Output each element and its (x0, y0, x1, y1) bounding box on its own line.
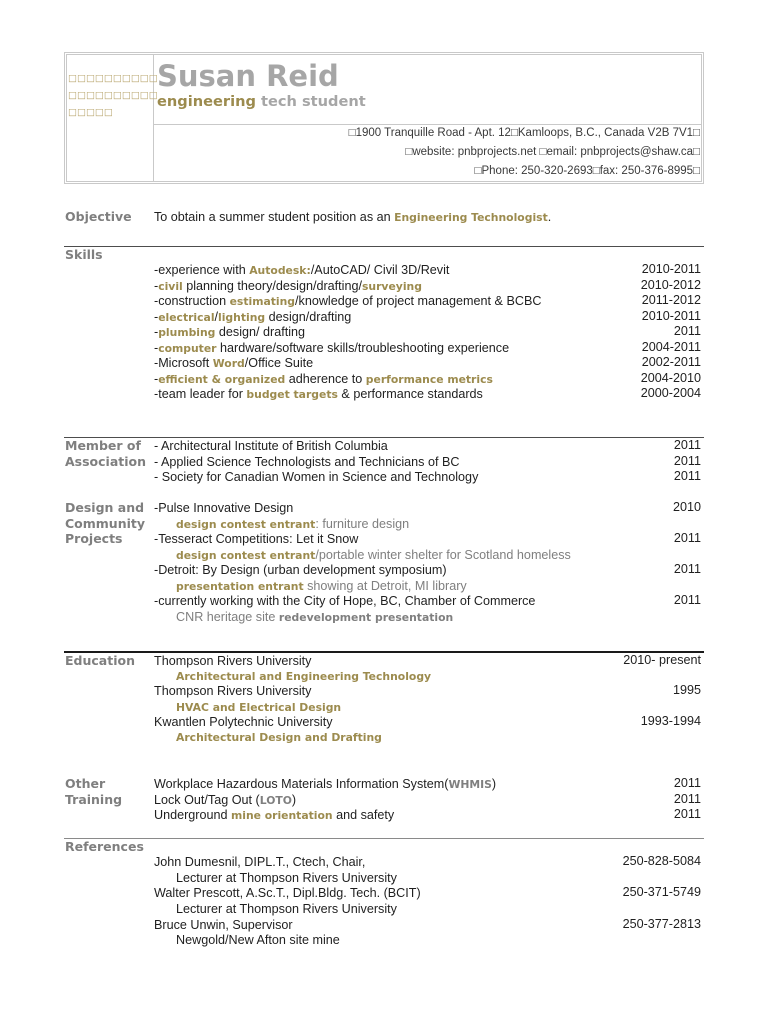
entry-date: 2011 (673, 807, 701, 821)
text-segment: -Detroit: By Design (urban development symposium) (154, 563, 447, 577)
section-label-line: References (65, 839, 144, 854)
text-segment: Workplace Hazardous Materials Information System( (154, 777, 449, 791)
text-segment: Thompson Rivers University (154, 684, 312, 699)
text-segment: /knowledge of project management & BCBC (295, 294, 542, 308)
entry-date: 2010 (672, 500, 701, 514)
contact-address-line: □1900 Tranquille Road - Apt. 12□Kamloops, B.C., Canada V2B 7V1□ (348, 127, 700, 139)
text-segment: Newgold/New Afton site mine (176, 933, 340, 948)
entry-detail-line (154, 870, 701, 886)
entry-date: 2010-2012 (640, 277, 701, 292)
entry-detail-line (154, 901, 701, 917)
highlight-text: estimating (229, 295, 296, 308)
entry-text (154, 355, 313, 371)
entry-date: 2011 (673, 593, 701, 607)
entry-text (154, 293, 541, 309)
section-label-line: Design and (65, 500, 145, 515)
entry-text (154, 278, 422, 294)
section-label (64, 653, 154, 744)
text-segment: CNR heritage site (176, 609, 279, 624)
section-references (64, 838, 704, 948)
entry-date: 2011 (673, 531, 701, 545)
text-segment: Kwantlen Polytechnic University (154, 714, 333, 729)
entry-line (154, 386, 701, 402)
entry-text (154, 262, 449, 278)
entry-line (154, 854, 701, 870)
section-body (154, 776, 704, 823)
text-segment: Thompson Rivers University (154, 654, 312, 668)
entry-text (154, 807, 394, 823)
text-segment: To obtain a summer student position as an (154, 210, 395, 224)
entry-date: 1995 (672, 683, 701, 698)
contact-web-email-line: □website: pnbprojects.net □email: pnbprojects@shaw.ca□ (405, 146, 700, 158)
section-label-line: Education (65, 653, 135, 668)
entry-line (154, 500, 701, 516)
section-body (154, 247, 704, 402)
text-segment: : furniture design (315, 516, 410, 531)
entry-date: 2011 (673, 776, 701, 790)
entry-line (154, 562, 701, 578)
entry-line (154, 593, 701, 609)
entry-text (154, 454, 459, 470)
entry-detail-line (154, 578, 701, 594)
text-segment: & performance standards (337, 387, 483, 401)
entry-line (154, 278, 701, 294)
entry-text (154, 870, 397, 886)
contact-phone-fax-line: □Phone: 250-320-2693□fax: 250-376-8995□ (474, 165, 700, 177)
entry-text (154, 901, 397, 917)
section-label-line: Association (65, 453, 147, 469)
text-segment: ) (291, 792, 297, 807)
entry-detail-line (154, 668, 701, 683)
section-label-line: Other (65, 776, 106, 791)
section-membership (64, 437, 704, 485)
entry-line (154, 531, 701, 547)
text-segment: - (154, 340, 159, 355)
entry-text (154, 340, 509, 356)
entry-line (154, 355, 701, 371)
highlight-text: Engineering Technologist (394, 211, 548, 224)
entry-line (154, 714, 701, 729)
entry-line (154, 293, 701, 309)
highlight-text: design contest entrant (176, 517, 316, 531)
section-label-line: Objective (65, 209, 132, 224)
entry-date: 2011 (673, 438, 701, 452)
entry-text (154, 562, 447, 578)
entry-date: 250-371-5749 (622, 885, 701, 900)
entry-line (154, 917, 701, 933)
entry-date: 2002-2011 (641, 355, 701, 369)
entry-text (154, 854, 365, 870)
text-segment: LOTO (259, 793, 292, 807)
entry-text (154, 714, 333, 729)
text-segment: /Office Suite (244, 356, 314, 370)
text-segment: ) (491, 777, 497, 791)
text-segment: redevelopment presentation (278, 610, 454, 624)
entry-date: 2000-2004 (640, 386, 701, 400)
text-segment: - (154, 309, 159, 324)
entry-text (154, 209, 551, 225)
highlight-text: plumbing (158, 326, 216, 339)
highlight-text: HVAC and Electrical Design (176, 700, 342, 714)
entry-date: 250-828-5084 (622, 854, 701, 868)
entry-text (154, 729, 382, 744)
entry-line (154, 469, 701, 485)
entry-text (154, 500, 293, 516)
text-segment: Lecturer at Thompson Rivers University (176, 870, 397, 885)
section-label (64, 776, 154, 823)
placeholder-glyph-block (68, 70, 158, 121)
text-segment: hardware/software skills/troubleshooting experience (216, 340, 510, 355)
section-label-line: Community (65, 515, 146, 531)
entry-line (154, 885, 701, 901)
text-segment: / (214, 309, 219, 324)
section-label (64, 247, 154, 402)
text-segment: - Architectural Institute of British Columbia (154, 439, 388, 453)
entry-text (154, 917, 293, 933)
entry-date: 2011 (673, 791, 701, 806)
text-segment: - Applied Science Technologists and Technicians of BC (154, 454, 460, 469)
highlight-text: mine orientation (231, 809, 333, 822)
section-body (154, 839, 704, 948)
text-segment: design/drafting (265, 309, 352, 324)
text-segment: /AutoCAD/ Civil 3D/Revit (310, 263, 450, 277)
headline-rest: tech student (260, 93, 366, 110)
entry-date: 2011-2012 (641, 293, 701, 307)
text-segment: Bruce Unwin, Supervisor (154, 917, 293, 932)
text-segment: -Tesseract Competitions: Let it Snow (154, 532, 359, 546)
text-segment: - (154, 371, 159, 386)
contact-block (349, 124, 700, 181)
highlight-text: Architectural Design and Drafting (176, 730, 382, 744)
text-segment: - (154, 325, 159, 339)
entry-detail-line (154, 932, 701, 948)
highlight-text: budget targets (246, 388, 338, 401)
section-body (154, 438, 704, 485)
entry-detail-line (154, 547, 701, 563)
entry-text (154, 547, 571, 563)
placeholder-glyph-line: □□□□□□□□□□ (68, 90, 158, 101)
text-segment: -Pulse Innovative Design (154, 501, 294, 515)
text-segment: Underground (154, 808, 232, 822)
text-segment: -Microsoft (154, 356, 213, 370)
section-label (64, 438, 154, 485)
highlight-text: surveying (361, 279, 422, 293)
text-segment: - Society for Canadian Women in Science and Technology (154, 470, 479, 484)
entry-date: 2011 (673, 324, 701, 338)
entry-text (154, 309, 351, 325)
entry-text (154, 932, 340, 948)
entry-line (154, 792, 701, 808)
section-label-line: Training (65, 791, 123, 807)
entry-date: 2010-2011 (641, 262, 701, 276)
entry-line (154, 653, 701, 668)
entry-line (154, 209, 701, 225)
entry-text (154, 653, 311, 668)
entry-detail-line (154, 729, 701, 744)
entry-date: 2010-2011 (641, 308, 701, 323)
candidate-headline (157, 93, 366, 111)
entry-text (154, 885, 421, 901)
entry-detail-line (154, 516, 701, 532)
entry-line (154, 454, 701, 470)
highlight-text: lighting (218, 310, 266, 324)
section-label (64, 839, 154, 948)
entry-text (154, 593, 535, 609)
text-segment: /portable winter shelter for Scotland homeless (315, 547, 571, 562)
entry-text (154, 609, 453, 625)
section-objective (64, 208, 704, 225)
text-segment: and safety (332, 808, 395, 822)
entry-text (154, 324, 305, 340)
text-segment: -currently working with the City of Hope, BC, Chamber of Commerce (154, 594, 536, 608)
entry-detail-line (154, 609, 701, 625)
entry-text (154, 699, 341, 714)
highlight-text: performance metrics (365, 372, 493, 386)
entry-line (154, 371, 701, 387)
entry-date: 2011 (673, 453, 701, 468)
entry-text (154, 776, 496, 792)
entry-date: 2004-2010 (640, 370, 701, 385)
text-segment: -experience with (154, 263, 250, 277)
entry-text (154, 386, 483, 402)
text-segment: - (154, 278, 159, 293)
text-segment: John Dumesnil, DIPL.T., Ctech, Chair, (154, 855, 366, 869)
entry-text (154, 516, 409, 532)
text-segment: Walter Prescott, A.Sc.T., Dipl.Bldg. Tech. (BCIT) (154, 886, 421, 901)
headline-accent: engineering (157, 93, 256, 110)
entry-line (154, 776, 701, 792)
entry-text (154, 438, 388, 454)
entry-text (154, 531, 358, 547)
candidate-name: Susan Reid (157, 59, 339, 93)
section-label (64, 209, 154, 225)
highlight-text: civil (158, 279, 183, 293)
entry-date: 2004-2011 (641, 339, 701, 354)
section-body (154, 653, 704, 744)
entry-text (154, 792, 296, 808)
highlight-text: efficient & organized (158, 372, 286, 386)
entry-line (154, 262, 701, 278)
section-label-line: Projects (65, 531, 123, 546)
entry-detail-line (154, 699, 701, 714)
text-segment: -construction (154, 294, 230, 308)
highlight-text: presentation entrant (176, 579, 304, 593)
entry-date: 250-377-2813 (622, 916, 701, 931)
entry-line (154, 438, 701, 454)
section-skills (64, 246, 704, 402)
section-body (154, 209, 704, 225)
entry-text (154, 469, 478, 485)
entry-line (154, 340, 701, 356)
highlight-text: Autodesk: (249, 264, 311, 277)
entry-date: 2011 (673, 469, 701, 483)
entry-date: 2010- present (623, 653, 701, 667)
section-projects (64, 499, 704, 624)
section-label-line: Member of (65, 438, 141, 453)
text-segment: Lock Out/Tag Out ( (154, 792, 260, 807)
placeholder-glyph-line: □□□□□ (68, 107, 113, 118)
text-segment: -team leader for (154, 387, 247, 401)
section-label-line: Skills (65, 247, 103, 262)
text-segment: . (547, 210, 552, 224)
highlight-text: electrical (158, 310, 215, 324)
text-segment: design/ drafting (215, 325, 306, 339)
section-education (64, 651, 704, 744)
highlight-text: Word (212, 357, 245, 370)
entry-line (154, 683, 701, 698)
entry-date: 2011 (673, 562, 701, 576)
entry-date: 1993-1994 (640, 713, 701, 728)
entry-text (154, 683, 311, 698)
text-segment: WHMIS (448, 778, 492, 791)
entry-line (154, 807, 701, 823)
section-label (64, 500, 154, 624)
text-segment: planning theory/design/drafting/ (182, 278, 362, 293)
placeholder-glyph-line: □□□□□□□□□□ (68, 73, 158, 84)
text-segment: showing at Detroit, MI library (303, 578, 467, 593)
entry-text (154, 578, 467, 594)
entry-line (154, 324, 701, 340)
section-body (154, 500, 704, 624)
entry-line (154, 309, 701, 325)
highlight-text: design contest entrant (176, 548, 316, 562)
entry-text (154, 668, 431, 683)
text-segment: adherence to (285, 371, 366, 386)
highlight-text: Architectural and Engineering Technology (176, 670, 432, 684)
entry-text (154, 371, 493, 387)
resume-header-box (64, 52, 704, 184)
highlight-text: computer (158, 341, 217, 355)
section-other-training (64, 775, 704, 823)
text-segment: Lecturer at Thompson Rivers University (176, 902, 397, 917)
